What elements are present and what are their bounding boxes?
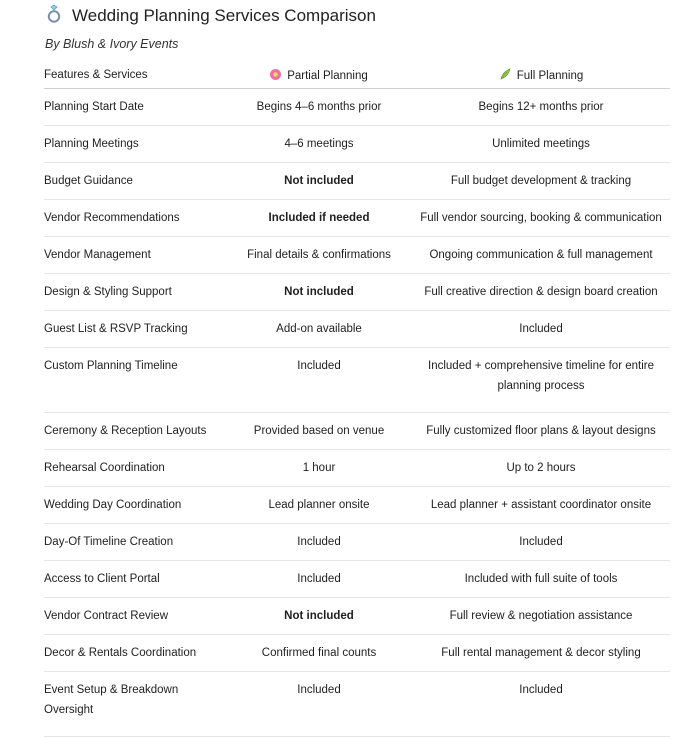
full-cell: Lead planner + assistant coordinator onsite bbox=[412, 487, 670, 524]
feature-cell: Rehearsal Coordination bbox=[44, 450, 226, 487]
header-features: Features & Services bbox=[44, 62, 226, 89]
table-row bbox=[44, 126, 670, 163]
header-full-label: Full Planning bbox=[516, 70, 584, 82]
flower-icon bbox=[270, 69, 281, 80]
feature-cell: Day-Of Timeline Creation bbox=[44, 524, 226, 561]
table-header-row bbox=[44, 62, 670, 89]
partial-cell: Included bbox=[226, 561, 412, 598]
partial-cell: Included if needed bbox=[226, 200, 412, 237]
table-row bbox=[44, 274, 670, 311]
feature-cell: Planning Start Date bbox=[44, 89, 226, 126]
header-partial bbox=[226, 62, 412, 89]
full-cell: Full review & negotiation assistance bbox=[412, 598, 670, 635]
partial-cell: Confirmed final counts bbox=[226, 635, 412, 672]
feature-cell: Vendor Contract Review bbox=[44, 598, 226, 635]
feature-cell: Event Setup & Breakdown Oversight bbox=[44, 672, 226, 737]
feature-cell: Budget Guidance bbox=[44, 163, 226, 200]
full-cell: Begins 12+ months prior bbox=[412, 89, 670, 126]
partial-cell: 1 hour bbox=[226, 450, 412, 487]
subtitle: By Blush & Ivory Events bbox=[45, 37, 179, 51]
full-cell: Full rental management & decor styling bbox=[412, 635, 670, 672]
feature-cell: Design & Styling Support bbox=[44, 274, 226, 311]
full-cell: Included + comprehensive timeline for entire planning process bbox=[412, 348, 670, 413]
full-cell: Unlimited meetings bbox=[412, 126, 670, 163]
feature-cell: Guest List & RSVP Tracking bbox=[44, 311, 226, 348]
partial-cell: Not included bbox=[226, 598, 412, 635]
full-cell: Full vendor sourcing, booking & communication bbox=[412, 200, 670, 237]
table-row bbox=[44, 561, 670, 598]
full-cell: Included with full suite of tools bbox=[412, 561, 670, 598]
page-title bbox=[46, 4, 376, 28]
partial-cell: Not included bbox=[226, 163, 412, 200]
table-row bbox=[44, 237, 670, 274]
full-cell: Up to 2 hours bbox=[412, 450, 670, 487]
ring-icon bbox=[46, 5, 66, 28]
full-cell: Included bbox=[412, 672, 670, 737]
feature-cell: Vendor Management bbox=[44, 237, 226, 274]
feature-cell: Planning Meetings bbox=[44, 126, 226, 163]
partial-cell: Begins 4–6 months prior bbox=[226, 89, 412, 126]
feature-cell: Ceremony & Reception Layouts bbox=[44, 413, 226, 450]
feature-cell: Wedding Day Coordination bbox=[44, 487, 226, 524]
partial-cell: Included bbox=[226, 348, 412, 413]
table-row bbox=[44, 200, 670, 237]
table-row bbox=[44, 487, 670, 524]
table-row bbox=[44, 163, 670, 200]
feature-cell: Custom Planning Timeline bbox=[44, 348, 226, 413]
full-cell: Fully customized floor plans & layout designs bbox=[412, 413, 670, 450]
header-partial-label: Partial Planning bbox=[287, 69, 368, 82]
partial-cell: Included bbox=[226, 524, 412, 561]
title-text: Wedding Planning Services Comparison bbox=[72, 6, 376, 25]
partial-cell: Included bbox=[226, 672, 412, 737]
full-cell: Ongoing communication & full management bbox=[412, 237, 670, 274]
table-row bbox=[44, 89, 670, 126]
table-row bbox=[44, 413, 670, 450]
full-cell: Full creative direction & design board creation bbox=[412, 274, 670, 311]
feature-cell: Access to Client Portal bbox=[44, 561, 226, 598]
partial-cell: Provided based on venue bbox=[226, 413, 412, 450]
feature-cell: Vendor Recommendations bbox=[44, 200, 226, 237]
table-row bbox=[44, 598, 670, 635]
table-row bbox=[44, 635, 670, 672]
table-row bbox=[44, 672, 670, 737]
header-full bbox=[412, 62, 670, 89]
partial-cell: Final details & confirmations bbox=[226, 237, 412, 274]
full-cell: Full budget development & tracking bbox=[412, 163, 670, 200]
partial-cell: Add-on available bbox=[226, 311, 412, 348]
partial-cell: Not included bbox=[226, 274, 412, 311]
partial-cell: 4–6 meetings bbox=[226, 126, 412, 163]
table-row bbox=[44, 348, 670, 413]
comparison-table bbox=[44, 62, 670, 737]
partial-cell: Lead planner onsite bbox=[226, 487, 412, 524]
table-row bbox=[44, 524, 670, 561]
full-cell: Included bbox=[412, 311, 670, 348]
table-row bbox=[44, 450, 670, 487]
table-row bbox=[44, 311, 670, 348]
full-cell: Included bbox=[412, 524, 670, 561]
leaf-icon bbox=[499, 68, 511, 80]
feature-cell: Decor & Rentals Coordination bbox=[44, 635, 226, 672]
